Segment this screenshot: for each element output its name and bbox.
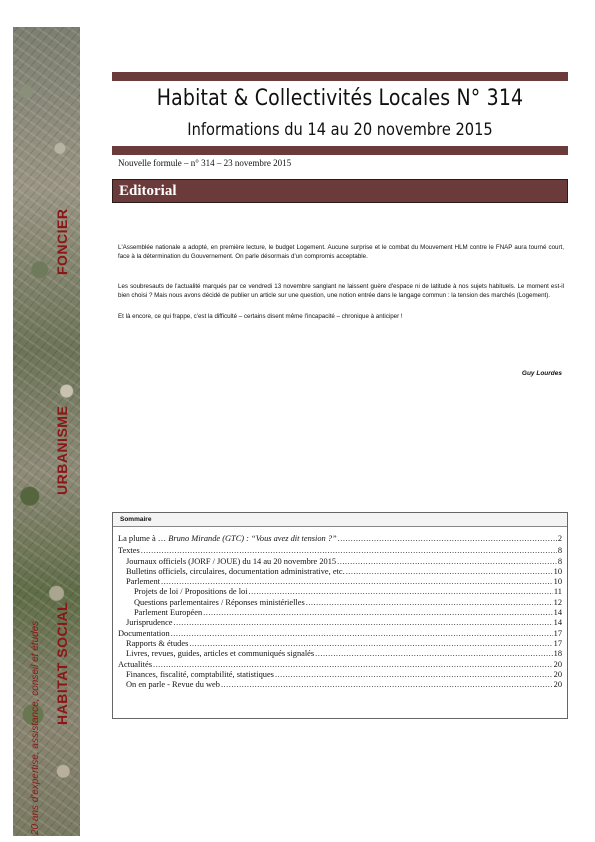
toc-entry[interactable]: [118, 546, 562, 556]
toc-page-number: 8: [557, 556, 562, 566]
toc-entry[interactable]: [118, 567, 562, 577]
toc-leader-dots: [153, 660, 553, 670]
toc-entry-author: Bruno Mirande (GTC) : “Vous avez dit tension ?”: [166, 534, 337, 543]
toc-entry-label: Projets de loi / Propositions de loi: [134, 587, 248, 597]
toc-entry[interactable]: [118, 670, 562, 680]
toc-page-number: 17: [553, 628, 562, 638]
toc-leader-dots: [346, 567, 553, 577]
toc-entry-label: Parlement: [126, 577, 160, 587]
toc-entry-label: La plume à …: [118, 534, 167, 543]
toc-page-number: 14: [553, 608, 562, 618]
toc-entry-label: Journaux officiels (JORF / JOUE) du 14 au 20 novembre 2015: [126, 556, 337, 566]
toc-page-number: 12: [553, 597, 562, 607]
toc-entry-label: Bulletins officiels, circulaires, documentation administrative, etc.: [126, 566, 345, 576]
toc-leader-dots: [161, 577, 553, 587]
toc-leader-dots: [171, 629, 553, 639]
toc-entry-label: Documentation: [118, 628, 170, 638]
toc-leader-dots: [306, 598, 553, 608]
toc-leader-dots: [189, 639, 552, 649]
toc-page-number: 18: [553, 649, 562, 659]
toc-entry-label: Jurisprudence: [126, 618, 173, 628]
toc-leader-dots: [275, 670, 553, 680]
toc-entry[interactable]: [118, 618, 562, 628]
toc-page-number: 20: [553, 669, 562, 679]
toc-leader-dots: [315, 649, 552, 659]
editorial-paragraph-1: L'Assemblée nationale a adopté, en première lecture, le budget Logement. Aucune surprise et le combat du Mouvement HLM contre le FNAP aura tourné court, face à la détermination du Gouvernement. On parle désormais d'un compromis acceptable.: [118, 244, 564, 260]
page-subtitle: Informations du 14 au 20 novembre 2015: [187, 120, 493, 140]
toc-page-number: 2: [557, 534, 562, 543]
toc-entry[interactable]: [118, 587, 562, 597]
sommaire-list: [118, 534, 562, 690]
toc-page-number: 11: [553, 587, 562, 597]
toc-entry-label: Actualités: [118, 659, 152, 669]
toc-entry[interactable]: [118, 629, 562, 639]
toc-entry-label: Questions parlementaires / Réponses ministérielles: [134, 597, 305, 607]
issue-line: Nouvelle formule – n° 314 – 23 novembre 2015: [118, 158, 292, 168]
toc-entry[interactable]: [118, 680, 562, 690]
toc-page-number: 20: [553, 659, 562, 669]
toc-leader-dots: [174, 618, 553, 628]
toc-page-number: 14: [553, 618, 562, 628]
toc-entry-label: Parlement Européen: [134, 608, 203, 618]
toc-entry[interactable]: [118, 649, 562, 659]
toc-page-number: 20: [553, 680, 562, 690]
editorial-heading: Editorial: [119, 183, 177, 199]
editorial-paragraph-2: Les soubresauts de l'actualité marqués par ce vendredi 13 novembre sanglant ne laissent guère d'espace ni de latitude à nos sujets habituels. Le moment est-il bien choisi ? Mais nous avons décidé de publier un article sur une question, une notion entrée dans le langage commun : la tension des marchés (Logement).: [118, 283, 564, 299]
toc-entry[interactable]: [118, 639, 562, 649]
editorial-paragraph-3: Et là encore, ce qui frappe, c'est la difficulté – certains disent même l'incapacité – chronique à anticiper !: [118, 313, 403, 320]
toc-leader-dots: [337, 557, 557, 567]
toc-entry-label: On en parle - Revue du web: [126, 680, 220, 690]
toc-leader-dots: [141, 546, 557, 556]
sidebar-tagline: 20 ans d'expertise, assistance, conseil et études: [30, 620, 41, 835]
toc-entry[interactable]: [118, 598, 562, 608]
toc-entry[interactable]: [118, 534, 562, 544]
header-bottom-rule: [112, 146, 568, 155]
toc-page-number: 17: [553, 638, 562, 648]
header-top-rule: [112, 72, 568, 81]
toc-leader-dots: [249, 587, 553, 597]
sidebar-label-foncier: FONCIER: [54, 208, 70, 275]
toc-page-number: 8: [557, 546, 562, 556]
sommaire-heading: Sommaire: [120, 516, 152, 523]
toc-leader-dots: [338, 534, 557, 544]
editorial-banner: [112, 179, 568, 203]
toc-entry[interactable]: [118, 557, 562, 567]
toc-entry[interactable]: [118, 608, 562, 618]
sidebar-label-urbanisme: URBANISME: [54, 405, 70, 495]
sommaire-header: [113, 513, 567, 527]
toc-entry[interactable]: [118, 577, 562, 587]
toc-leader-dots: [221, 680, 553, 690]
toc-page-number: 10: [553, 566, 562, 576]
toc-entry-label: Textes: [118, 546, 140, 556]
aerial-photo-sidebar: [13, 27, 80, 836]
sidebar-label-habitat-social: HABITAT SOCIAL: [54, 601, 70, 725]
toc-entry-label: Livres, revues, guides, articles et communiqués signalés: [126, 649, 315, 659]
toc-entry-label: Finances, fiscalité, comptabilité, statistiques: [126, 669, 274, 679]
toc-entry[interactable]: [118, 660, 562, 670]
toc-entry-label: Rapports & études: [126, 638, 189, 648]
toc-page-number: 10: [553, 577, 562, 587]
toc-leader-dots: [203, 608, 552, 618]
editorial-signature: Guy Lourdes: [521, 370, 562, 377]
page-title: Habitat & Collectivités Locales N° 314: [156, 86, 524, 111]
sommaire-box: [112, 512, 568, 719]
